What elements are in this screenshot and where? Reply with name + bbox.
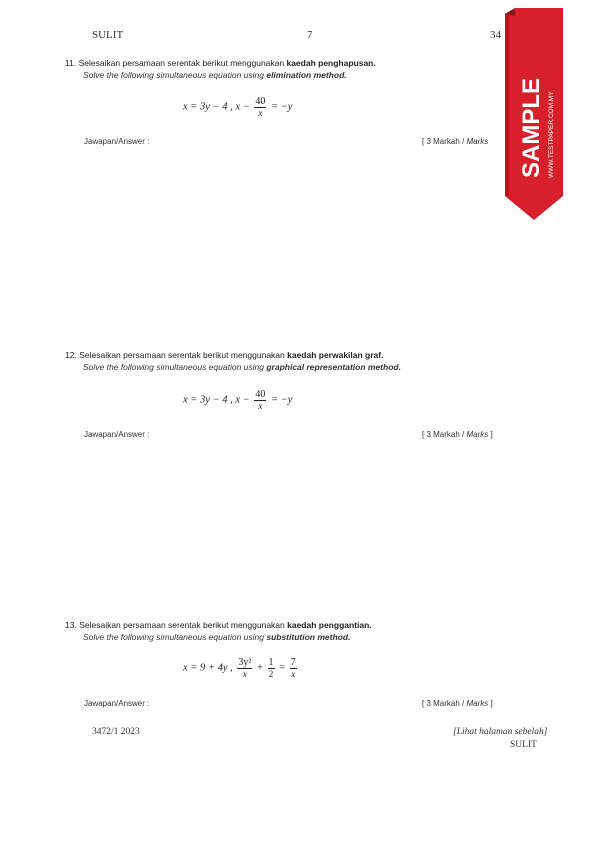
answer-label-12: Jawapan/Answer :: [84, 430, 150, 439]
header-code: 34: [490, 29, 501, 41]
footer-next-page: [Lihat halaman sebelah]: [453, 727, 548, 737]
question-number: 12.: [65, 350, 77, 360]
question-malay: Selesaikan persamaan serentak berikut menggunakan: [79, 350, 288, 360]
answer-label-13: Jawapan/Answer :: [84, 699, 150, 708]
question-english: Solve the following simultaneous equation using: [83, 632, 267, 642]
ribbon-label: SAMPLE: [518, 77, 545, 178]
question-malay: Selesaikan persamaan serentak berikut menggunakan: [79, 620, 288, 630]
question-malay-method: kaedah perwakilan graf.: [287, 350, 384, 360]
question-malay: Selesaikan persamaan serentak berikut menggunakan: [78, 58, 287, 68]
question-13: [65, 620, 505, 642]
question-english-method: substitution method.: [266, 632, 351, 642]
sample-ribbon: [505, 8, 565, 220]
question-11: [65, 58, 485, 80]
equation-11: x = 3y − 4 , x − $\frac{40}{x}$ = −y: [183, 96, 293, 118]
marks-13: [ 3 Markah / Marks ]: [422, 699, 493, 708]
question-malay-method: kaedah penggantian.: [287, 620, 372, 630]
answer-label-11: Jawapan/Answer :: [84, 137, 150, 146]
marks-12: [ 3 Markah / Marks ]: [422, 430, 493, 439]
ribbon-url: WWW.TESTPAPER.COM.MY: [548, 91, 555, 178]
question-english-method: graphical representation method.: [266, 362, 401, 372]
equation-13: x = 9 + 4y , $\frac{\text{3y²}}{x}$ + $\frac{1}{2}$ = $\frac{7}{x}$: [183, 657, 296, 679]
ribbon-shape: [505, 8, 565, 220]
question-english: Solve the following simultaneous equation using: [83, 362, 267, 372]
question-number: 11.: [65, 58, 77, 68]
header-sulit: SULIT: [92, 29, 124, 41]
question-12: [65, 350, 505, 372]
footer-sulit: SULIT: [510, 740, 537, 750]
marks-11: [ 3 Markah / Marks: [422, 137, 489, 146]
question-english-method: elimination method.: [266, 70, 347, 80]
page-number: 7: [307, 29, 313, 41]
question-malay-method: kaedah penghapusan.: [286, 58, 376, 68]
question-number: 13.: [65, 620, 77, 630]
equation-12: x = 3y − 4 , x − $\frac{40}{x}$ = −y: [183, 389, 293, 411]
footer-code: 3472/1 2023: [92, 727, 140, 737]
question-english: Solve the following simultaneous equation using: [83, 70, 267, 80]
